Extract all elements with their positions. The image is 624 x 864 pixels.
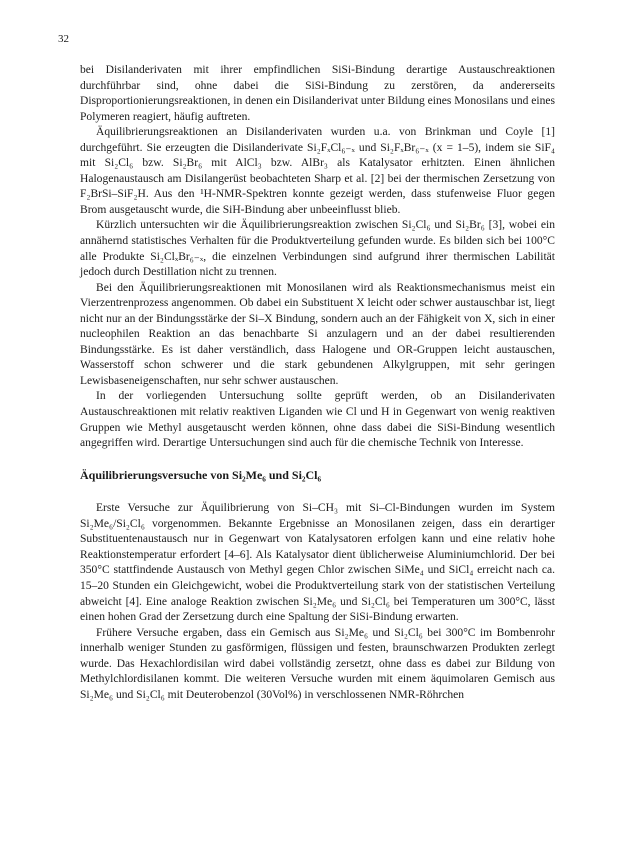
paragraph: In der vorliegenden Untersuchung sollte geprüft werden, ob an Disilanderivaten Austauschreaktionen mit relativ reaktiven Liganden wie Cl und H in Gegenwart von wenig reaktiven Gruppen wie Methyl ausgetauscht werden können, ohne dass dabei die SiSi-Bindung wesentlich angegriffen wird. Derartige Untersuchungen sind auch für die chemische Technik von Interesse.	[80, 390, 555, 450]
section-heading: Äquilibrierungsversuche von Si₂Me₆ und Si₂Cl₆	[80, 467, 322, 482]
paragraph: Äquilibrierungsreaktionen an Disilanderivaten wurden u.a. von Brinkman und Coyle [1] durchgeführt. Sie erzeugten die Disilanderivate Si₂FₓCl₆₋ₓ und Si₂FₓBr₆₋ₓ (x = 1–5), indem sie SiF₄ mit Si₂Cl₆ bzw. Si₂Br₆ mit AlCl₃ bzw. AlBr₃ als Katalysator erhitzten. Einen ähnlichen Halogenaustausch am Disilangerüst beobachteten Sharp et al. [2] bei der thermischen Zersetzung von F₂BrSi–SiF₂H. Aus den ¹H-NMR-Spektren konnte gezeigt werden, dass stufenweise Fluor gegen Brom ausgetauscht wurde, die SiH-Bindung aber unbeeinflusst blieb.	[80, 126, 555, 216]
page-number: 32	[58, 33, 69, 45]
paragraph: Frühere Versuche ergaben, dass ein Gemisch aus Si₂Me₆ und Si₂Cl₆ bei 300°C im Bombenrohr innerhalb weniger Stunden zu gasförmigen, flüssigen und festen, braunschwarzen Produkten zerlegt wurde. Das Hexachlordisilan wird dabei vollständig zersetzt, ohne dass es dabei zur Bildung von Methylchlordisilanen kommt. Die weiteren Versuche wurden mit einem äquimolaren Gemisch aus Si₂Me₆ und Si₂Cl₆ mit Deuterobenzol (30Vol%) in verschlossenen NMR-Röhrchen	[80, 626, 555, 701]
paragraph: Bei den Äquilibrierungsreaktionen mit Monosilanen wird als Reaktionsmechanismus meist ein Vierzentrenprozess angenommen. Ob dabei ein Substituent X leicht oder schwer austauschbar ist, liegt nicht nur an der Bindungsstärke der Si–X Bindung, sondern auch an der Fähigkeit von X, sich in einer nucleophilen Reaktion an das benachbarte Si anzulagern und an der dabei resultierenden Bindungsstärke. Es ist daher verständlich, dass Halogene und OR-Gruppen leicht austauschen, Wasserstoff schon schwerer und die stark gebundenen Alkylgruppen, mit sehr geringen Lewisbaseneigenschaften, nur sehr schwer austauschen.	[80, 281, 555, 387]
page-body	[80, 63, 555, 703]
paragraph: bei Disilanderivaten mit ihrer empfindlichen SiSi-Bindung derartige Austauschreaktionen durchführbar sind, ohne dabei die SiSi-Bindung zu zerstören, da andererseits Disproportionierungsreaktionen, in denen ein Disilanderivat unter Bildung eines Monosilans und eines Polymeren reagiert, häufig auftreten.	[80, 64, 555, 123]
paragraph: Erste Versuche zur Äquilibrierung von Si–CH₃ mit Si–Cl-Bindungen wurden im System Si₂Me₆/Si₂Cl₆ vorgenommen. Bekannte Ergebnisse an Monosilanen zeigen, dass ein derartiger Substituentenaustausch nur in Gegenwart von Katalysatoren erfolgen kann und eine relativ hohe Reaktionstemperatur erfordert [4–6]. Als Katalysator dient üblicherweise Aluminiumchlorid. Der bei 350°C stattfindende Austausch von Methyl gegen Chlor zwischen SiMe₄ und SiCl₄ erreicht nach ca. 15–20 Stunden ein Gleichgewicht, wobei die Produktverteilung stark von der statistischen Verteilung abweicht [4]. Eine analoge Reaktion zwischen Si₂Me₆ und Si₂Cl₆ bei Temperaturen um 300°C, lässt einen hohen Grad der Zersetzung durch eine Spaltung der SiSi-Bindung erwarten.	[80, 502, 555, 624]
paragraph: Kürzlich untersuchten wir die Äquilibrierungsreaktion zwischen Si₂Cl₆ und Si₂Br₆ [3], wobei ein annähernd statistisches Verhalten für die Produktverteilung gefunden wurde. Es bilden sich bei 100°C alle Produkte Si₂ClₓBr₆₋ₓ, die einzelnen Verbindungen sind aufgrund ihrer thermischen Labilität jedoch durch Destillation nicht zu trennen.	[80, 219, 555, 279]
